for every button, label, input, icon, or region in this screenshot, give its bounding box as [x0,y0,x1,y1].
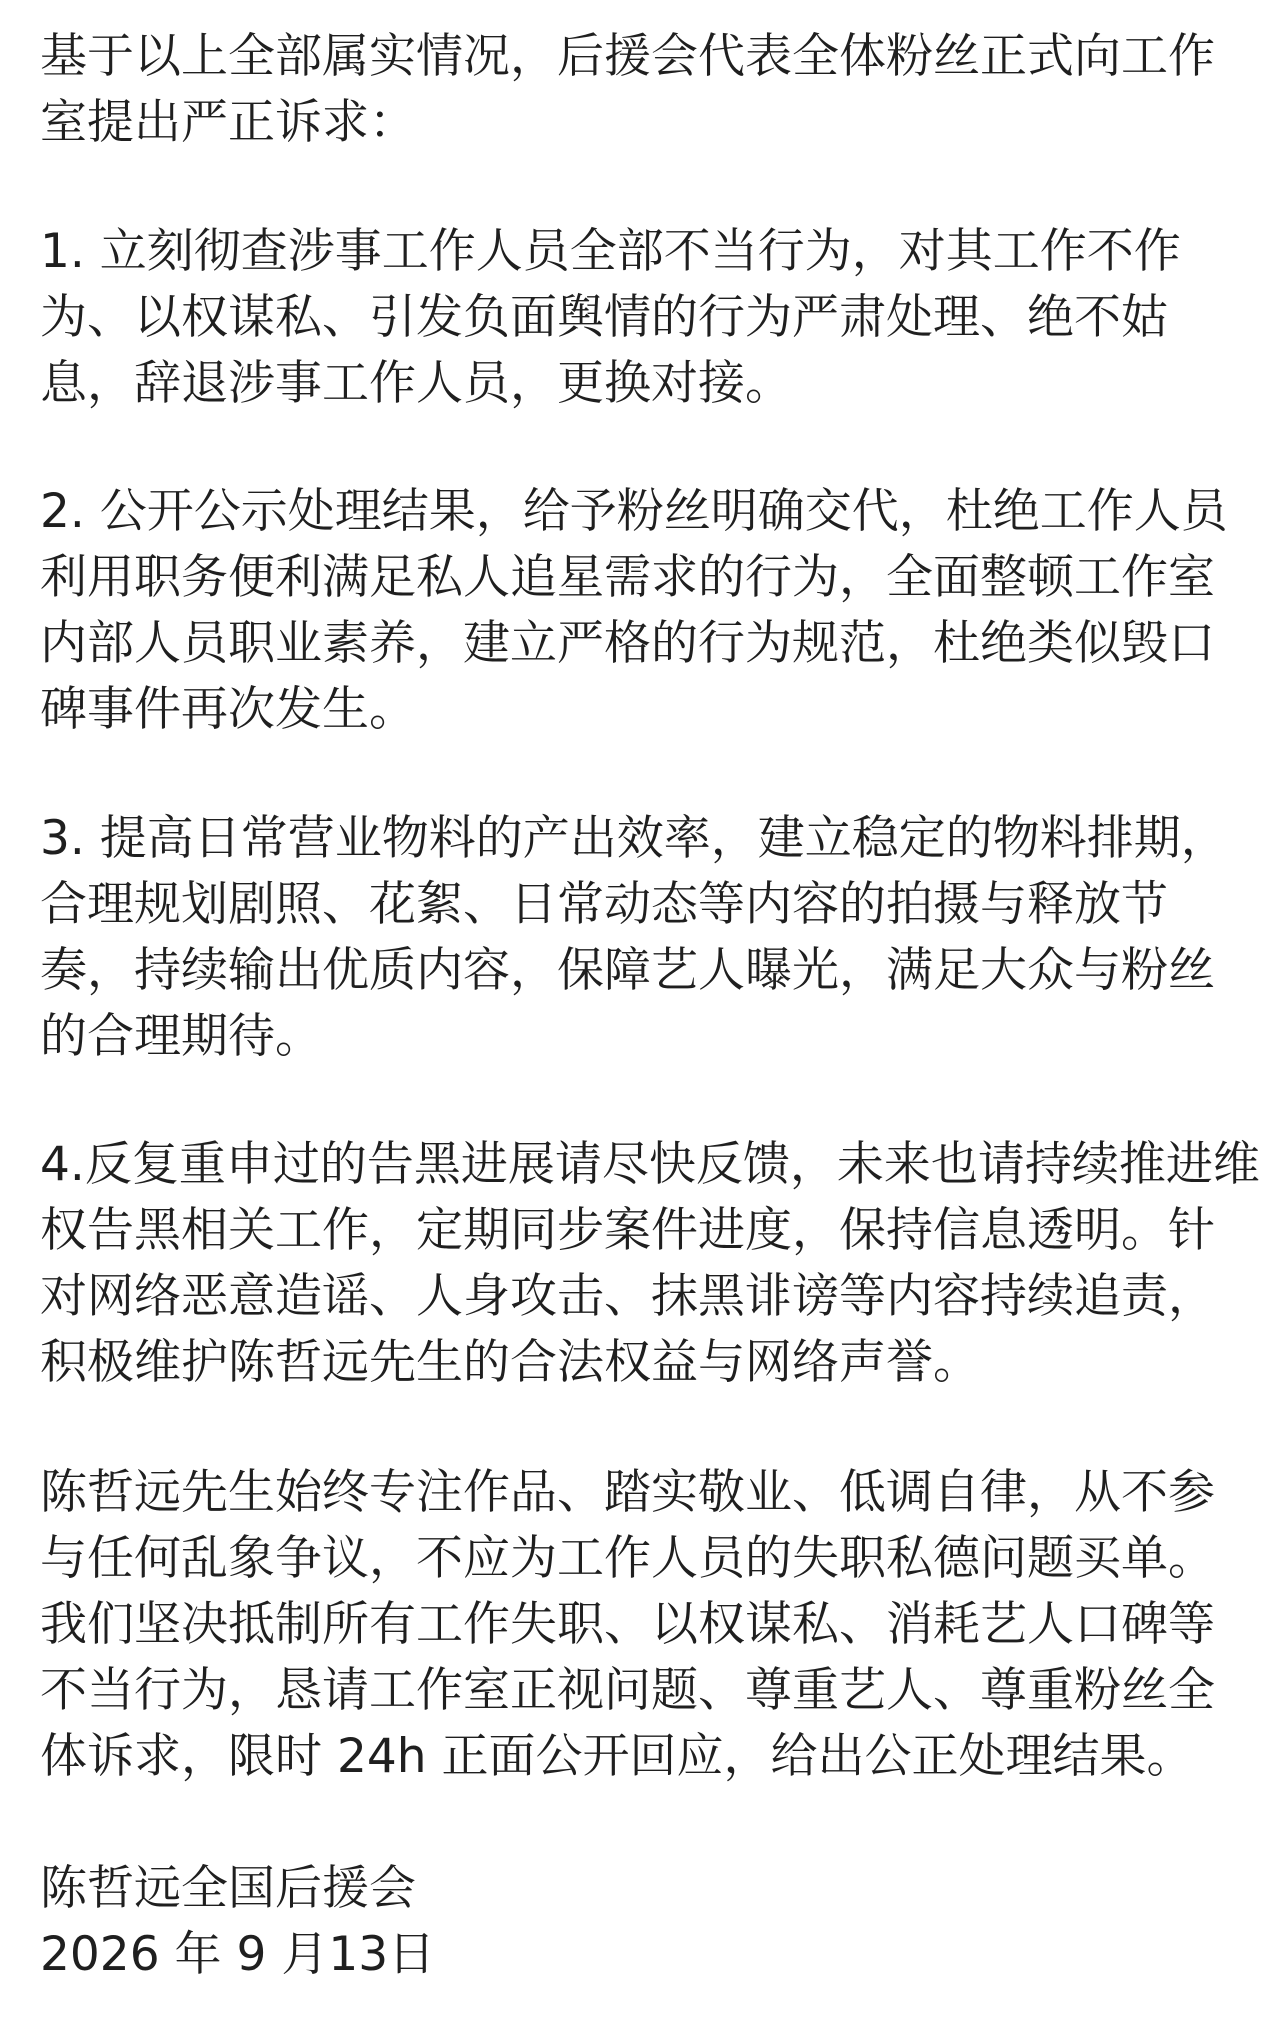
demand-line: 碑事件再次发生。 [40,682,416,737]
intro-line: 基于以上全部属实情况，后援会代表全体粉丝正式向工作 [40,29,1215,84]
demand-line: 4.反复重申过的告黑进展请尽快反馈，未来也请持续推进维 [40,1137,1260,1192]
demand-line: 内部人员职业素养，建立严格的行为规范，杜绝类似毁口 [40,616,1215,671]
demand-line: 2. 公开公示处理结果，给予粉丝明确交代，杜绝工作人员 [40,484,1228,539]
demand-paragraph-2 [40,479,1240,743]
intro-paragraph [40,24,1240,156]
closing-paragraph [40,1460,1240,1790]
intro-line: 室提出严正诉求： [40,95,416,150]
demand-paragraph-1 [40,219,1240,417]
closing-line: 陈哲远先生始终专注作品、踏实敬业、低调自律，从不参 [40,1465,1215,1520]
signature-block [40,1856,1240,1988]
signature-date: 2026 年 9 月13日 [40,1927,436,1982]
demand-line: 1. 立刻彻查涉事工作人员全部不当行为，对其工作不作 [40,224,1181,279]
signature-organization: 陈哲远全国后援会 [40,1861,416,1916]
demand-paragraph-3 [40,806,1240,1070]
closing-line: 与任何乱象争议，不应为工作人员的失职私德问题买单。 [40,1531,1215,1586]
closing-line: 不当行为，恳请工作室正视问题、尊重艺人、尊重粉丝全 [40,1663,1215,1718]
closing-line: 我们坚决抵制所有工作失职、以权谋私、消耗艺人口碑等 [40,1597,1215,1652]
demand-line: 积极维护陈哲远先生的合法权益与网络声誉。 [40,1335,980,1390]
demand-line: 的合理期待。 [40,1009,322,1064]
demand-line: 对网络恶意造谣、人身攻击、抹黑诽谤等内容持续追责， [40,1269,1215,1324]
demand-line: 权告黑相关工作，定期同步案件进度，保持信息透明。针 [40,1203,1215,1258]
closing-line: 体诉求，限时 24h 正面公开回应，给出公正处理结果。 [40,1729,1194,1784]
demand-paragraph-4 [40,1132,1260,1396]
demand-line: 奏，持续输出优质内容，保障艺人曝光，满足大众与粉丝 [40,943,1215,998]
demand-line: 3. 提高日常营业物料的产出效率，建立稳定的物料排期， [40,811,1228,866]
demand-line: 为、以权谋私、引发负面舆情的行为严肃处理、绝不姑 [40,290,1168,345]
demand-line: 利用职务便利满足私人追星需求的行为，全面整顿工作室 [40,550,1215,605]
demand-line: 合理规划剧照、花絮、日常动态等内容的拍摄与释放节 [40,877,1168,932]
demand-line: 息，辞退涉事工作人员，更换对接。 [40,356,792,411]
